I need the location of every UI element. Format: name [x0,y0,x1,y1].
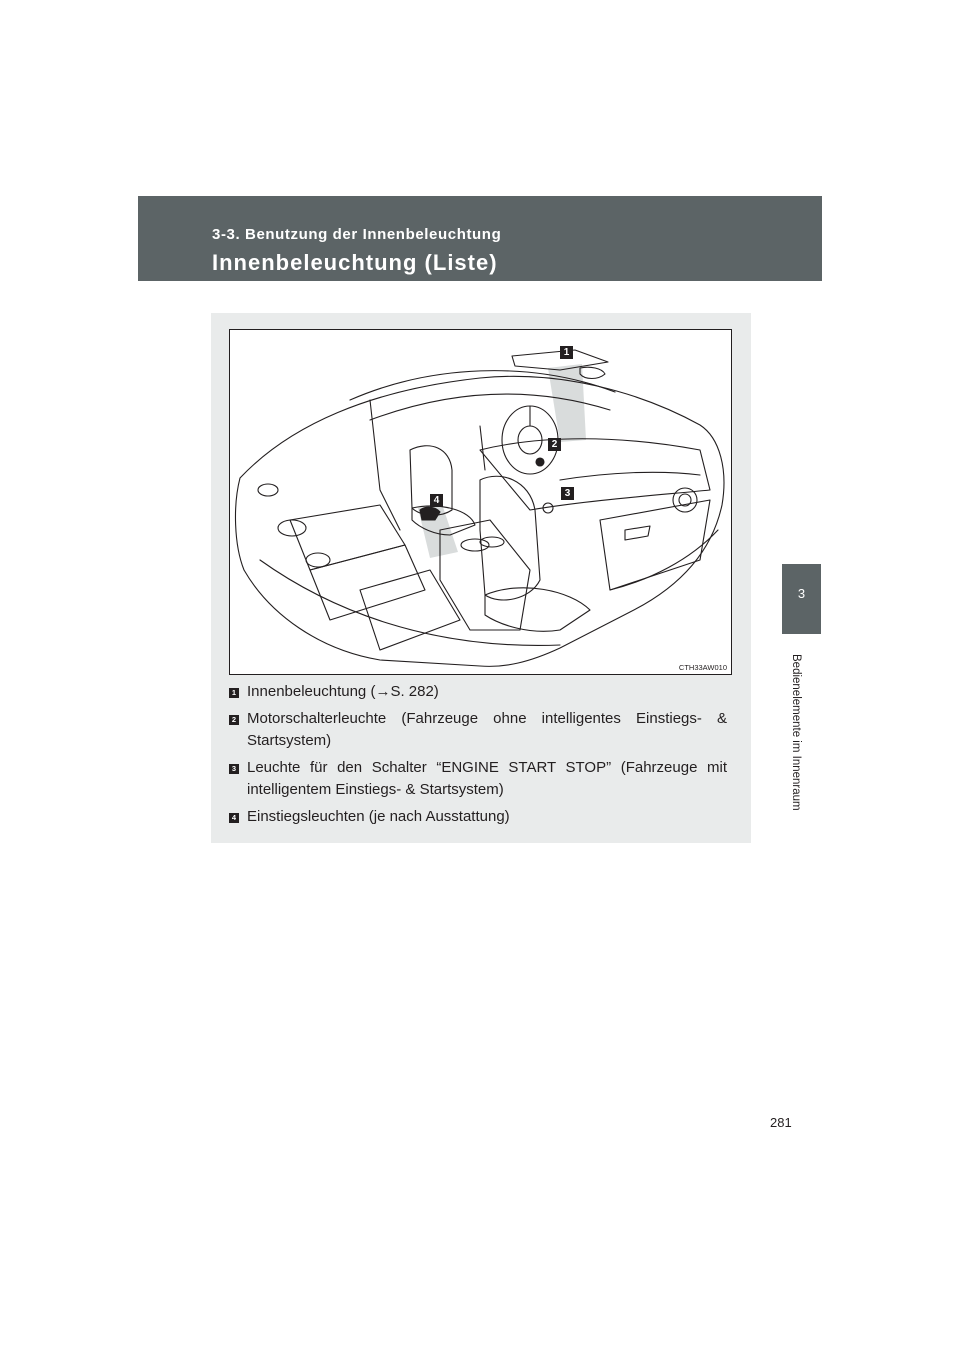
chapter-title: Bedienelemente im Innenraum [790,654,802,811]
page-title: Innenbeleuchtung (Liste) [212,250,498,275]
interior-illustration [229,329,732,675]
legend-marker-1: 1 [229,688,239,698]
callout-marker-1: 1 [560,346,573,359]
legend-marker-3: 3 [229,764,239,774]
content-box [211,313,751,843]
callout-marker-4: 4 [430,494,443,507]
chapter-tab[interactable] [782,564,821,634]
chapter-caption [790,654,810,814]
callout-marker-3: 3 [561,487,574,500]
car-interior-drawing [230,330,731,674]
page-number: 281 [770,1115,792,1130]
chapter-number: 3 [797,586,806,601]
callout-marker-2: 2 [548,438,561,451]
header-band [138,196,822,281]
legend-marker-2: 2 [229,715,239,725]
legend-item [211,808,751,868]
legend-text-2: Motorschalterleuchte (Fahrzeuge ohne intelligentes Einstiegs- & Startsystem) [247,710,727,749]
section-label: 3-3. Benutzung der Innenbeleuchtung [212,226,502,243]
figure-code: CTH33AW010 [678,663,727,672]
legend-text-4: Einstiegsleuchten (je nach Ausstattung) [247,808,510,825]
legend-marker-4: 4 [229,813,239,823]
legend-text-3: Leuchte für den Schalter “ENGINE START STOP” (Fahrzeuge mit intelligentem Einstiegs- & Startsystem) [247,759,727,798]
legend-text-1: Innenbeleuchtung (→S. 282) [247,683,439,700]
